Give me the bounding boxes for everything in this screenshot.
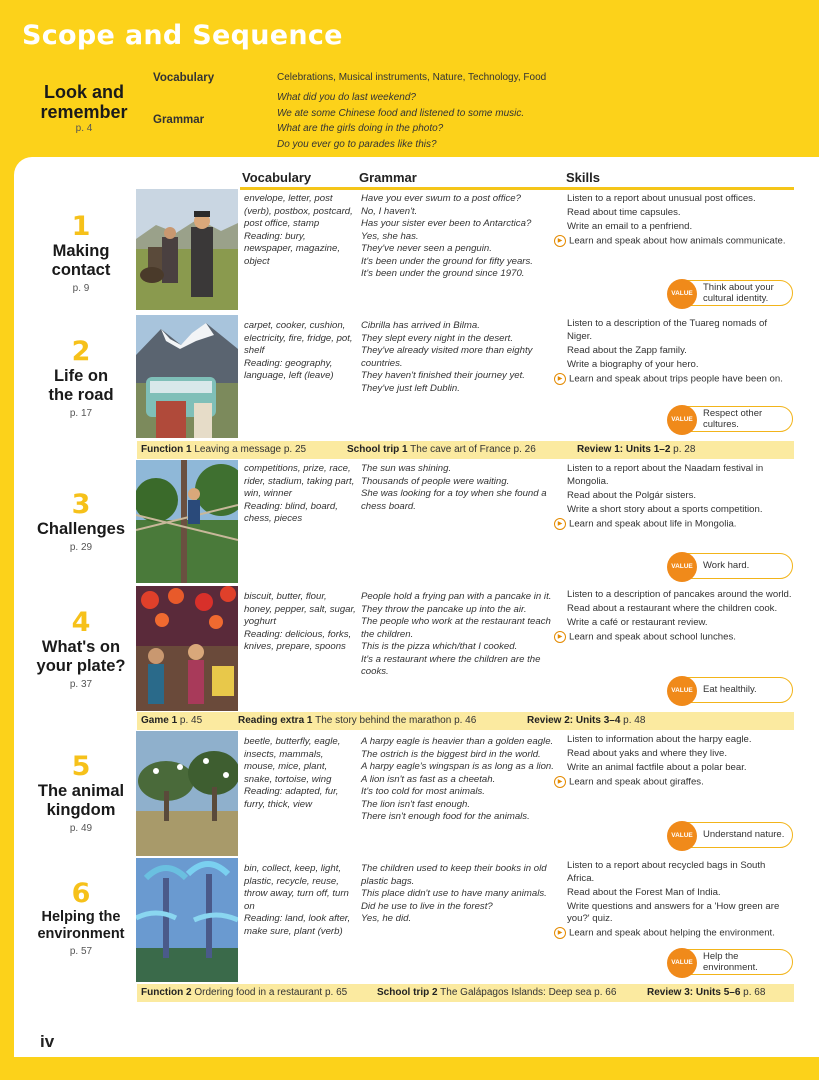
strip-item-game <box>141 712 202 730</box>
unit-title: environment <box>37 926 125 942</box>
value-icon: VALUE <box>667 279 697 309</box>
unit-1-vocabulary <box>244 193 356 268</box>
unit-6-grammar <box>361 863 556 926</box>
intro-grammar-line: Do you ever go to parades like this? <box>277 138 437 150</box>
vocabulary-text: bin, collect, keep, light, plastic, recycle, reuse, throw away, turn off, turn on <box>244 863 349 912</box>
skill-line: Listen to a description of pancakes around the world. <box>567 589 792 600</box>
unit-page: p. 17 <box>69 408 93 419</box>
unit-title: contact <box>51 261 111 279</box>
vocabulary-text: envelope, letter, post (verb), postbox, postcard, post office, stamp <box>244 193 353 229</box>
unit-4-grammar <box>361 591 556 679</box>
grammar-line: A harpy eagle's wingspan is as long as a lion. <box>361 761 554 772</box>
grammar-line: Did he use to live in the forest? <box>361 900 493 912</box>
extras-strip-3 <box>137 984 794 1002</box>
column-header-skills: Skills <box>566 170 600 185</box>
unit-6-value-badge <box>668 949 793 975</box>
unit-4-skills <box>557 589 792 646</box>
skill-line: Listen to a report about recycled bags in South Africa. <box>567 860 766 884</box>
value-text: Respect other cultures. <box>703 407 763 430</box>
strip-item-school-trip <box>347 441 536 459</box>
skill-line: Write questions and answers for a 'How green are you?' quiz. <box>567 900 780 924</box>
unit-title: the road <box>48 386 114 404</box>
grammar-line: It's been under the ground for fifty years. <box>361 255 533 267</box>
grammar-line: The people who work at the restaurant teach the children. <box>361 616 551 640</box>
grammar-line: They've just left Dublin. <box>361 382 460 394</box>
grammar-line: It's been under the ground since 1970. <box>361 268 525 279</box>
unit-title: kingdom <box>46 801 116 819</box>
unit-6-label <box>22 879 140 957</box>
grammar-line: There isn't enough food for the animals. <box>361 811 530 822</box>
grammar-line: Yes, he did. <box>361 913 412 924</box>
unit-1-grammar <box>361 193 556 281</box>
grammar-line: The lion isn't fast enough. <box>361 798 471 810</box>
unit-6-skills <box>557 860 792 942</box>
strip-item-reading-extra <box>238 712 476 730</box>
grammar-line: She was looking for a toy when she found a chess board. <box>361 488 547 512</box>
vocabulary-text: competitions, prize, race, rider, stadium, taking part, win, winner <box>244 463 355 499</box>
speaking-icon: ▶ <box>554 373 566 385</box>
strip-text: The Galápagos Islands: Deep sea p. 66 <box>440 987 617 998</box>
page-title: Scope and Sequence <box>22 20 343 51</box>
skill-line: Write a café or restaurant review. <box>567 617 708 628</box>
speaking-icon: ▶ <box>554 235 566 247</box>
unit-1-skills <box>557 193 792 250</box>
skill-line: Listen to a description of the Tuareg nomads of Niger. <box>567 318 767 342</box>
unit-title: Life on <box>53 367 109 385</box>
value-icon: VALUE <box>667 552 697 582</box>
skill-line: Write a biography of your hero. <box>567 358 699 370</box>
strip-label: Reading extra 1 <box>238 715 313 726</box>
unit-3-vocabulary <box>244 463 356 526</box>
unit-4-vocabulary <box>244 591 356 654</box>
unit-page: p. 49 <box>69 823 93 834</box>
grammar-line: This is the pizza which/that I cooked. <box>361 641 518 652</box>
grammar-line: Yes, she has. <box>361 230 419 242</box>
intro-grammar-label: Grammar <box>153 114 205 126</box>
strip-text: p. 48 <box>623 715 646 726</box>
vocabulary-text: carpet, cooker, cushion, electricity, fire, fridge, pot, shelf <box>244 320 353 356</box>
unit-1-label <box>22 212 140 294</box>
unit-page: p. 37 <box>69 679 93 690</box>
unit-5-label <box>22 752 140 834</box>
extras-strip-2 <box>137 712 794 730</box>
strip-item-function <box>141 984 347 1002</box>
column-header-grammar: Grammar <box>359 170 417 185</box>
unit-number: 1 <box>71 211 91 242</box>
column-header-vocabulary: Vocabulary <box>242 170 312 185</box>
unit-1-value-badge <box>668 280 793 306</box>
strip-text: p. 68 <box>743 987 766 998</box>
unit-title: The animal <box>37 782 125 800</box>
strip-label: Review 2: Units 3–4 <box>527 715 621 726</box>
intro-grammar-line: What did you do last weekend? <box>277 92 416 103</box>
strip-text: Ordering food in a restaurant p. 65 <box>194 987 348 998</box>
reading-vocabulary: Reading: delicious, forks, knives, prepare, spoons <box>244 628 352 652</box>
value-icon: VALUE <box>667 948 697 978</box>
unit-5-skills <box>557 734 792 791</box>
header-rule <box>240 187 794 190</box>
unit-3-grammar <box>361 463 556 513</box>
strip-label: Review 1: Units 1–2 <box>577 444 671 455</box>
unit-number: 6 <box>71 878 91 909</box>
unit-4-photo <box>136 586 238 711</box>
unit-6-vocabulary <box>244 863 356 938</box>
skill-line-speaking <box>557 235 792 248</box>
skill-line: Read about the Polgár sisters. <box>567 489 697 501</box>
grammar-line: It's a restaurant where the children are the cooks. <box>361 653 541 677</box>
speaking-icon: ▶ <box>554 631 566 643</box>
value-text: Help the environment. <box>703 950 758 973</box>
unit-2-skills <box>557 318 792 387</box>
reading-vocabulary: Reading: blind, board, chess, pieces <box>244 500 338 524</box>
intro-grammar-line: What are the girls doing in the photo? <box>277 123 444 134</box>
strip-label: Review 3: Units 5–6 <box>647 987 741 998</box>
unit-3-skills <box>557 463 792 532</box>
unit-5-value-badge <box>668 822 793 848</box>
reading-vocabulary: Reading: bury, newspaper, magazine, object <box>244 230 340 267</box>
unit-page: p. 57 <box>69 946 93 957</box>
unit-number: 5 <box>71 751 91 782</box>
strip-label: Function 1 <box>141 444 192 455</box>
unit-2-grammar <box>361 320 556 395</box>
speaking-icon: ▶ <box>554 927 566 939</box>
unit-page: p. 9 <box>72 283 90 294</box>
skill-line: Write an email to a penfriend. <box>567 221 693 232</box>
skill-line: Listen to a report about unusual post offices. <box>567 193 756 204</box>
strip-label: Function 2 <box>141 987 192 998</box>
skill-line: Read about a restaurant where the children cook. <box>567 603 778 614</box>
skill-line: Read about time capsules. <box>567 207 681 218</box>
skill-line-speaking <box>557 927 792 940</box>
reading-vocabulary: Reading: land, look after, make sure, plant (verb) <box>244 913 351 937</box>
grammar-line: They've never seen a penguin. <box>361 243 492 254</box>
strip-text: Leaving a message p. 25 <box>194 444 307 455</box>
intro-page: p. 4 <box>75 123 93 134</box>
unit-5-vocabulary <box>244 736 356 811</box>
speaking-icon: ▶ <box>554 518 566 530</box>
unit-2-label <box>22 337 140 419</box>
value-text: Work hard. <box>703 560 750 571</box>
unit-2-vocabulary <box>244 320 356 383</box>
grammar-line: It's too cold for most animals. <box>361 786 485 797</box>
unit-number: 2 <box>71 336 91 367</box>
grammar-line: No, I haven't. <box>361 205 418 217</box>
unit-2-photo <box>136 315 238 438</box>
strip-text: p. 45 <box>179 715 203 726</box>
strip-item-review <box>577 441 695 459</box>
skill-text: Learn and speak about trips people have been on. <box>569 373 783 385</box>
unit-title: your plate? <box>36 657 126 675</box>
strip-label: School trip 1 <box>347 444 408 455</box>
skill-line-speaking <box>557 631 792 644</box>
skill-line: Read about the Forest Man of India. <box>567 886 721 898</box>
value-icon: VALUE <box>667 676 697 706</box>
strip-item-review <box>647 984 765 1002</box>
value-text: Understand nature. <box>703 829 785 840</box>
intro-grammar-line: We ate some Chinese food and listened to some music. <box>277 107 525 119</box>
intro-title-line2: remember <box>40 102 128 122</box>
intro-section <box>0 64 819 159</box>
grammar-line: A harpy eagle is heavier than a golden eagle. <box>361 736 554 747</box>
grammar-line: Cibrilla has arrived in Bilma. <box>361 320 480 331</box>
skill-line: Write an animal factfile about a polar bear. <box>567 762 747 773</box>
unit-number: 4 <box>71 607 91 638</box>
value-text: Eat healthily. <box>703 684 757 695</box>
grammar-line: They haven't finished their journey yet. <box>361 370 525 381</box>
unit-3-value-badge <box>668 553 793 579</box>
extras-strip-1 <box>137 441 794 459</box>
unit-5-grammar <box>361 736 556 824</box>
skill-line-speaking <box>557 373 792 386</box>
grammar-line: A lion isn't as fast as a cheetah. <box>361 773 496 785</box>
unit-title: Helping the <box>41 909 121 925</box>
intro-vocabulary-text: Celebrations, Musical instruments, Nature, Technology, Food <box>277 72 547 83</box>
value-icon: VALUE <box>667 821 697 851</box>
skill-text: Learn and speak about life in Mongolia. <box>569 518 737 530</box>
grammar-line: They throw the pancake up into the air. <box>361 603 527 615</box>
intro-vocabulary-label: Vocabulary <box>153 72 215 84</box>
grammar-line: They slept every night in the desert. <box>361 332 513 344</box>
vocabulary-text: beetle, butterfly, eagle, insects, mammals, mouse, mice, plant, snake, tortoise, wing <box>244 736 341 785</box>
strip-item-school-trip <box>377 984 616 1002</box>
unit-title: Challenges <box>36 520 126 538</box>
grammar-line: The ostrich is the biggest bird in the world. <box>361 748 541 760</box>
strip-text: The story behind the marathon p. 46 <box>315 715 477 726</box>
strip-label: Game 1 <box>141 715 178 726</box>
strip-item-review <box>527 712 645 730</box>
grammar-line: People hold a frying pan with a pancake in it. <box>361 591 552 602</box>
strip-label: School trip 2 <box>377 987 438 998</box>
unit-4-label <box>22 608 140 690</box>
skill-line: Read about the Zapp family. <box>567 344 687 356</box>
unit-4-value-badge <box>668 677 793 703</box>
value-icon: VALUE <box>667 405 697 435</box>
grammar-line: Has your sister ever been to Antarctica? <box>361 218 532 229</box>
grammar-line: They've already visited more than eighty countries. <box>361 345 533 369</box>
skill-line: Listen to a report about the Naadam festival in Mongolia. <box>567 463 764 487</box>
skill-text: Learn and speak about school lunches. <box>569 631 736 643</box>
unit-title: Making <box>52 242 110 260</box>
grammar-line: The sun was shining. <box>361 463 452 474</box>
skill-text: Learn and speak about how animals communicate. <box>569 235 786 247</box>
vocabulary-text: biscuit, butter, flour, honey, pepper, salt, sugar, yoghurt <box>244 591 356 627</box>
unit-3-label <box>22 490 140 553</box>
strip-text: The cave art of France p. 26 <box>410 444 536 455</box>
unit-number: 3 <box>71 489 91 520</box>
skill-line-speaking <box>557 518 792 531</box>
unit-3-photo <box>136 460 238 583</box>
unit-title: What's on <box>41 638 121 656</box>
skill-text: Learn and speak about helping the environment. <box>569 927 775 939</box>
strip-item-function <box>141 441 306 459</box>
unit-5-photo <box>136 731 238 856</box>
page-number: iv <box>40 1032 55 1051</box>
skill-line: Read about yaks and where they live. <box>567 748 727 759</box>
grammar-line: This place didn't use to have many animals. <box>361 888 547 899</box>
reading-vocabulary: Reading: adapted, fur, furry, thick, view <box>244 786 339 810</box>
skill-line: Listen to information about the harpy eagle. <box>567 734 752 745</box>
grammar-line: The children used to keep their books in old plastic bags. <box>361 863 547 887</box>
grammar-line: Have you ever swum to a post office? <box>361 193 521 204</box>
reading-vocabulary: Reading: geography, language, left (leave) <box>244 357 334 381</box>
unit-page: p. 29 <box>69 542 93 553</box>
grammar-line: Thousands of people were waiting. <box>361 475 510 487</box>
intro-title-line1: Look and <box>44 82 124 102</box>
unit-2-value-badge <box>668 406 793 432</box>
strip-text: p. 28 <box>673 444 696 455</box>
value-text: Think about your cultural identity. <box>703 281 774 304</box>
speaking-icon: ▶ <box>554 776 566 788</box>
skill-line: Write a short story about a sports competition. <box>567 503 763 515</box>
skill-text: Learn and speak about giraffes. <box>569 776 704 788</box>
unit-6-photo <box>136 858 238 982</box>
intro-grammar-text <box>277 90 524 152</box>
skill-line-speaking <box>557 776 792 789</box>
unit-1-photo <box>136 189 238 310</box>
intro-title <box>20 82 148 136</box>
